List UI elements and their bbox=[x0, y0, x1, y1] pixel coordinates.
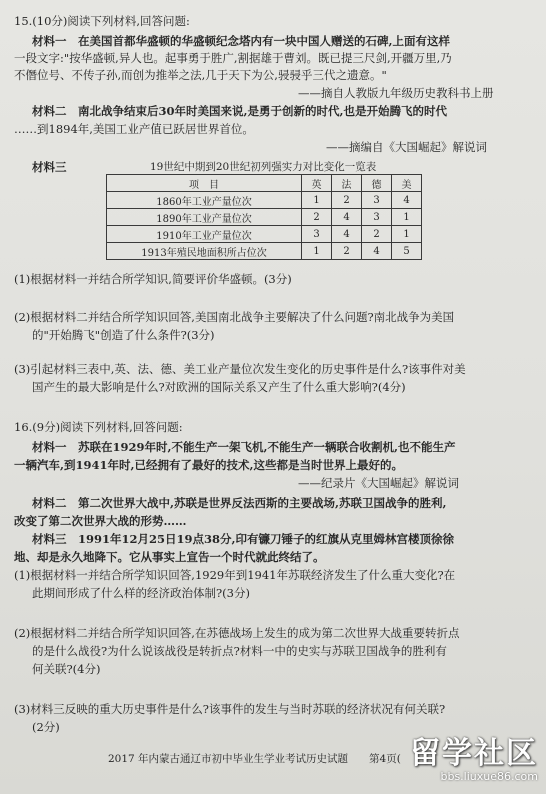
table-cell: 2 bbox=[302, 209, 332, 226]
q16-material1-source: ——纪录片《大国崛起》解说词 bbox=[298, 476, 459, 490]
table-header-cell: 美 bbox=[392, 175, 422, 192]
q16-material2-line2: 改变了第二次世界大战的形势…… bbox=[14, 514, 187, 528]
table-cell: 5 bbox=[392, 243, 422, 260]
table-cell: 2 bbox=[332, 243, 362, 260]
watermark-text: 留学社区 bbox=[410, 736, 538, 771]
table-cell: 4 bbox=[362, 243, 392, 260]
q15-material3-label: 材料三 bbox=[32, 160, 67, 174]
table-header-cell: 英 bbox=[302, 175, 332, 192]
q16-subquestion-2-line1: (2)根据材料二并结合所学知识回答,在苏德战场上发生的成为第二次世界大战重要转折点 bbox=[14, 626, 460, 640]
q16-material1-line2: 一辆汽车,到1941年时,已经拥有了最好的技术,这些都是当时世界上最好的。 bbox=[14, 458, 404, 472]
q16-material2-line1: 材料二 第二次世界大战中,苏联是世界反法西斯的主要战场,苏联卫国战争的胜利, bbox=[32, 496, 447, 510]
q15-material1-line3: 不僭位号、不传子孙,而创为推举之法,几于天下为公,骎骎乎三代之遗意。" bbox=[14, 68, 387, 82]
watermark-logo bbox=[368, 738, 538, 784]
page-footer: 2017 年内蒙古通辽市初中毕业生学业考试历史试题 第4页( bbox=[108, 753, 401, 765]
table-cell: 4 bbox=[332, 226, 362, 243]
table-cell: 1 bbox=[302, 192, 332, 209]
q15-material2-source: ——摘编自《大国崛起》解说词 bbox=[326, 140, 487, 154]
table-cell: 1910年工业产量位次 bbox=[107, 226, 302, 243]
table-cell: 3 bbox=[362, 209, 392, 226]
table-cell: 1913年殖民地面积所占位次 bbox=[107, 243, 302, 260]
q15-material2-line1: 材料二 南北战争结束后30年时美国来说,是勇于创新的时代,也是开始腾飞的时代 bbox=[32, 104, 448, 118]
table-row bbox=[107, 226, 422, 243]
table-header-cell: 德 bbox=[362, 175, 392, 192]
power-comparison-table bbox=[106, 174, 422, 260]
q15-material2-line2: ……到1894年,美国工业产值已跃居世界首位。 bbox=[14, 122, 254, 136]
table-row bbox=[107, 243, 422, 260]
table-cell: 1 bbox=[392, 209, 422, 226]
q16-subquestion-2-line3: 何关联?(4分) bbox=[32, 662, 101, 676]
table-row bbox=[107, 209, 422, 226]
table-row bbox=[107, 192, 422, 209]
q16-subquestion-3-line1: (3)材料三反映的重大历史事件是什么?该事件的发生与当时苏联的经济状况有何关联? bbox=[14, 702, 446, 716]
q16-header: 16.(9分)阅读下列材料,回答问题: bbox=[14, 420, 183, 434]
watermark-url: bbs.liuxue86.com bbox=[440, 770, 538, 783]
table-cell: 3 bbox=[362, 192, 392, 209]
q16-subquestion-1-line1: (1)根据材料一并结合所学知识回答,1929年到1941年苏联经济发生了什么重大变化?在 bbox=[14, 568, 456, 582]
table-cell: 1860年工业产量位次 bbox=[107, 192, 302, 209]
q15-subquestion-3-line1: (3)引起材料三表中,英、法、德、美工业产量位次发生变化的历史事件是什么?该事件对美 bbox=[14, 362, 466, 376]
q15-material1-line1: 材料一 在美国首都华盛顿的华盛顿纪念塔内有一块中国人赠送的石碑,上面有这样 bbox=[32, 34, 450, 48]
table-cell: 2 bbox=[332, 192, 362, 209]
q16-subquestion-1-line2: 此期间形成了什么样的经济政治体制?(3分) bbox=[32, 586, 250, 600]
q16-material3-line1: 材料三 1991年12月25日19点38分,印有镰刀锤子的红旗从克里姆林宫楼顶徐徐 bbox=[32, 532, 455, 546]
table-cell: 2 bbox=[362, 226, 392, 243]
table-cell: 3 bbox=[302, 226, 332, 243]
q15-table-caption: 19世纪中期到20世纪初列强实力对比变化一览表 bbox=[150, 161, 377, 173]
table-header-row bbox=[107, 175, 422, 192]
table-cell: 1890年工业产量位次 bbox=[107, 209, 302, 226]
q15-subquestion-1: (1)根据材料一并结合所学知识,简要评价华盛顿。(3分) bbox=[14, 272, 292, 286]
q15-header: 15.(10分)阅读下列材料,回答问题: bbox=[14, 14, 190, 28]
q16-subquestion-3-line2: (2分) bbox=[32, 720, 60, 734]
q16-subquestion-2-line2: 的是什么战役?为什么说该战役是转折点?材料一中的史实与苏联卫国战争的胜利有 bbox=[32, 644, 447, 658]
q16-material1-line1: 材料一 苏联在1929年时,不能生产一架飞机,不能生产一辆联合收割机,也不能生产 bbox=[32, 440, 456, 454]
table-cell: 1 bbox=[302, 243, 332, 260]
table-header-cell: 法 bbox=[332, 175, 362, 192]
q16-material3-line2: 地、却是永久地降下。它从事实上宣告一个时代就此终结了。 bbox=[14, 550, 325, 564]
q15-subquestion-3-line2: 国产生的最大影响是什么?对欧洲的国际关系又产生了什么重大影响?(4分) bbox=[32, 380, 406, 394]
table-cell: 4 bbox=[392, 192, 422, 209]
q15-material1-line2: 一段文字:"按华盛顿,异人也。起事勇于胜广,割据雄于曹刘。既已提三尺剑,开疆万里,乃 bbox=[14, 51, 452, 65]
table-cell: 1 bbox=[392, 226, 422, 243]
q15-subquestion-2-line1: (2)根据材料二并结合所学知识回答,美国南北战争主要解决了什么问题?南北战争为美国 bbox=[14, 310, 455, 324]
q15-material1-source: ——摘自人教版九年级历史教科书上册 bbox=[298, 86, 494, 100]
table-header-cell: 项 目 bbox=[107, 175, 302, 192]
table-cell: 4 bbox=[332, 209, 362, 226]
q15-subquestion-2-line2: 的"开始腾飞"创造了什么条件?(3分) bbox=[32, 328, 215, 342]
